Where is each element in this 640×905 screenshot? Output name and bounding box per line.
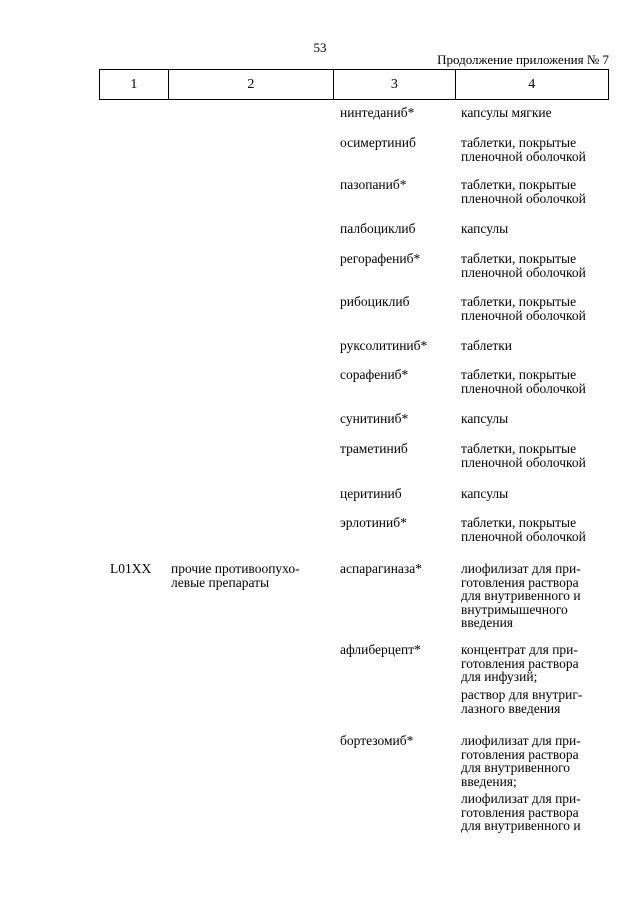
header-col-1: 1: [100, 70, 169, 99]
form-line: раствор для внутриг-: [461, 687, 583, 702]
drug-name: пазопаниб*: [340, 177, 407, 192]
drug-name: руксолитиниб*: [340, 338, 428, 353]
form-line: пленочной оболочкой: [461, 264, 586, 280]
drug-name: сорафениб*: [340, 367, 409, 382]
form-line: таблетки, покрытые: [461, 177, 577, 192]
continuation-note: Продолжение приложения № 7: [437, 52, 609, 67]
form-line: таблетки, покрытые: [461, 251, 577, 266]
header-col-3: 3: [334, 70, 456, 99]
header-col-2: 2: [169, 70, 334, 99]
form-line: готовления раствора: [461, 655, 579, 671]
drug-name: сунитиниб*: [340, 411, 409, 426]
dosage-form: [461, 106, 552, 120]
drug-name: осимертиниб: [340, 135, 416, 150]
drug-name: палбоциклиб: [340, 221, 416, 236]
group-name-line: прочие противоопухо-: [171, 561, 300, 576]
form-line: таблетки, покрытые: [461, 367, 577, 382]
dosage-form: [461, 734, 581, 788]
drug-name: афлиберцепт*: [340, 642, 421, 657]
form-line: введения;: [461, 773, 517, 789]
form-line: пленочной оболочкой: [461, 528, 586, 544]
form-line: капсулы: [461, 486, 509, 501]
form-line: лиофилизат для при-: [461, 791, 581, 806]
form-line: лазного введения: [461, 700, 561, 716]
dosage-form: [461, 136, 586, 163]
form-line: готовления раствора: [461, 574, 579, 590]
form-line: для внутривенного: [461, 760, 571, 775]
group-name: [171, 562, 300, 589]
form-line: пленочной оболочкой: [461, 380, 586, 396]
dosage-form: [461, 442, 586, 469]
form-line: для инфузий;: [461, 669, 538, 684]
dosage-form: [461, 688, 582, 715]
form-line: для внутривенного и: [461, 588, 581, 603]
dosage-form: [461, 339, 512, 353]
form-line: введения: [461, 615, 514, 630]
form-line: капсулы: [461, 411, 509, 426]
drug-name: траметиниб: [340, 441, 408, 456]
form-line: концентрат для при-: [461, 642, 578, 657]
form-line: капсулы: [461, 221, 509, 236]
page-number: 53: [313, 40, 327, 55]
dosage-form: [461, 368, 586, 395]
form-line: пленочной оболочкой: [461, 190, 586, 206]
dosage-form: [461, 643, 579, 684]
atc-code: L01XX: [110, 561, 152, 576]
dosage-form: [461, 178, 586, 205]
dosage-form: [461, 792, 581, 833]
drug-name: церитиниб: [340, 486, 402, 501]
dosage-form: [461, 252, 586, 279]
form-line: пленочной оболочкой: [461, 454, 586, 470]
dosage-form: [461, 222, 508, 236]
table-header: [99, 69, 609, 100]
form-line: капсулы мягкие: [461, 105, 552, 120]
drug-name: нинтеданиб*: [340, 105, 415, 120]
drug-name: рибоциклиб: [340, 294, 410, 309]
form-line: для внутривенного и: [461, 818, 581, 833]
form-line: таблетки, покрытые: [461, 515, 577, 530]
dosage-form: [461, 412, 508, 426]
drug-name: аспарагиназа*: [340, 561, 422, 576]
dosage-form: [461, 562, 581, 630]
form-line: пленочной оболочкой: [461, 148, 586, 164]
form-line: таблетки, покрытые: [461, 294, 577, 309]
drug-name: регорафениб*: [340, 251, 421, 266]
dosage-form: [461, 516, 586, 543]
form-line: пленочной оболочкой: [461, 307, 586, 323]
form-line: лиофилизат для при-: [461, 733, 581, 748]
form-line: готовления раствора: [461, 746, 579, 762]
drug-name: бортезомиб*: [340, 733, 414, 748]
dosage-form: [461, 295, 586, 322]
form-line: лиофилизат для при-: [461, 561, 581, 576]
dosage-form: [461, 487, 508, 501]
form-line: внутримышечного: [461, 601, 568, 617]
form-line: таблетки, покрытые: [461, 135, 577, 150]
form-line: таблетки, покрытые: [461, 441, 577, 456]
header-col-4: 4: [528, 76, 536, 92]
group-name-line: левые препараты: [171, 574, 270, 590]
form-line: таблетки: [461, 338, 513, 353]
form-line: готовления раствора: [461, 804, 579, 820]
drug-name: эрлотиниб*: [340, 515, 407, 530]
